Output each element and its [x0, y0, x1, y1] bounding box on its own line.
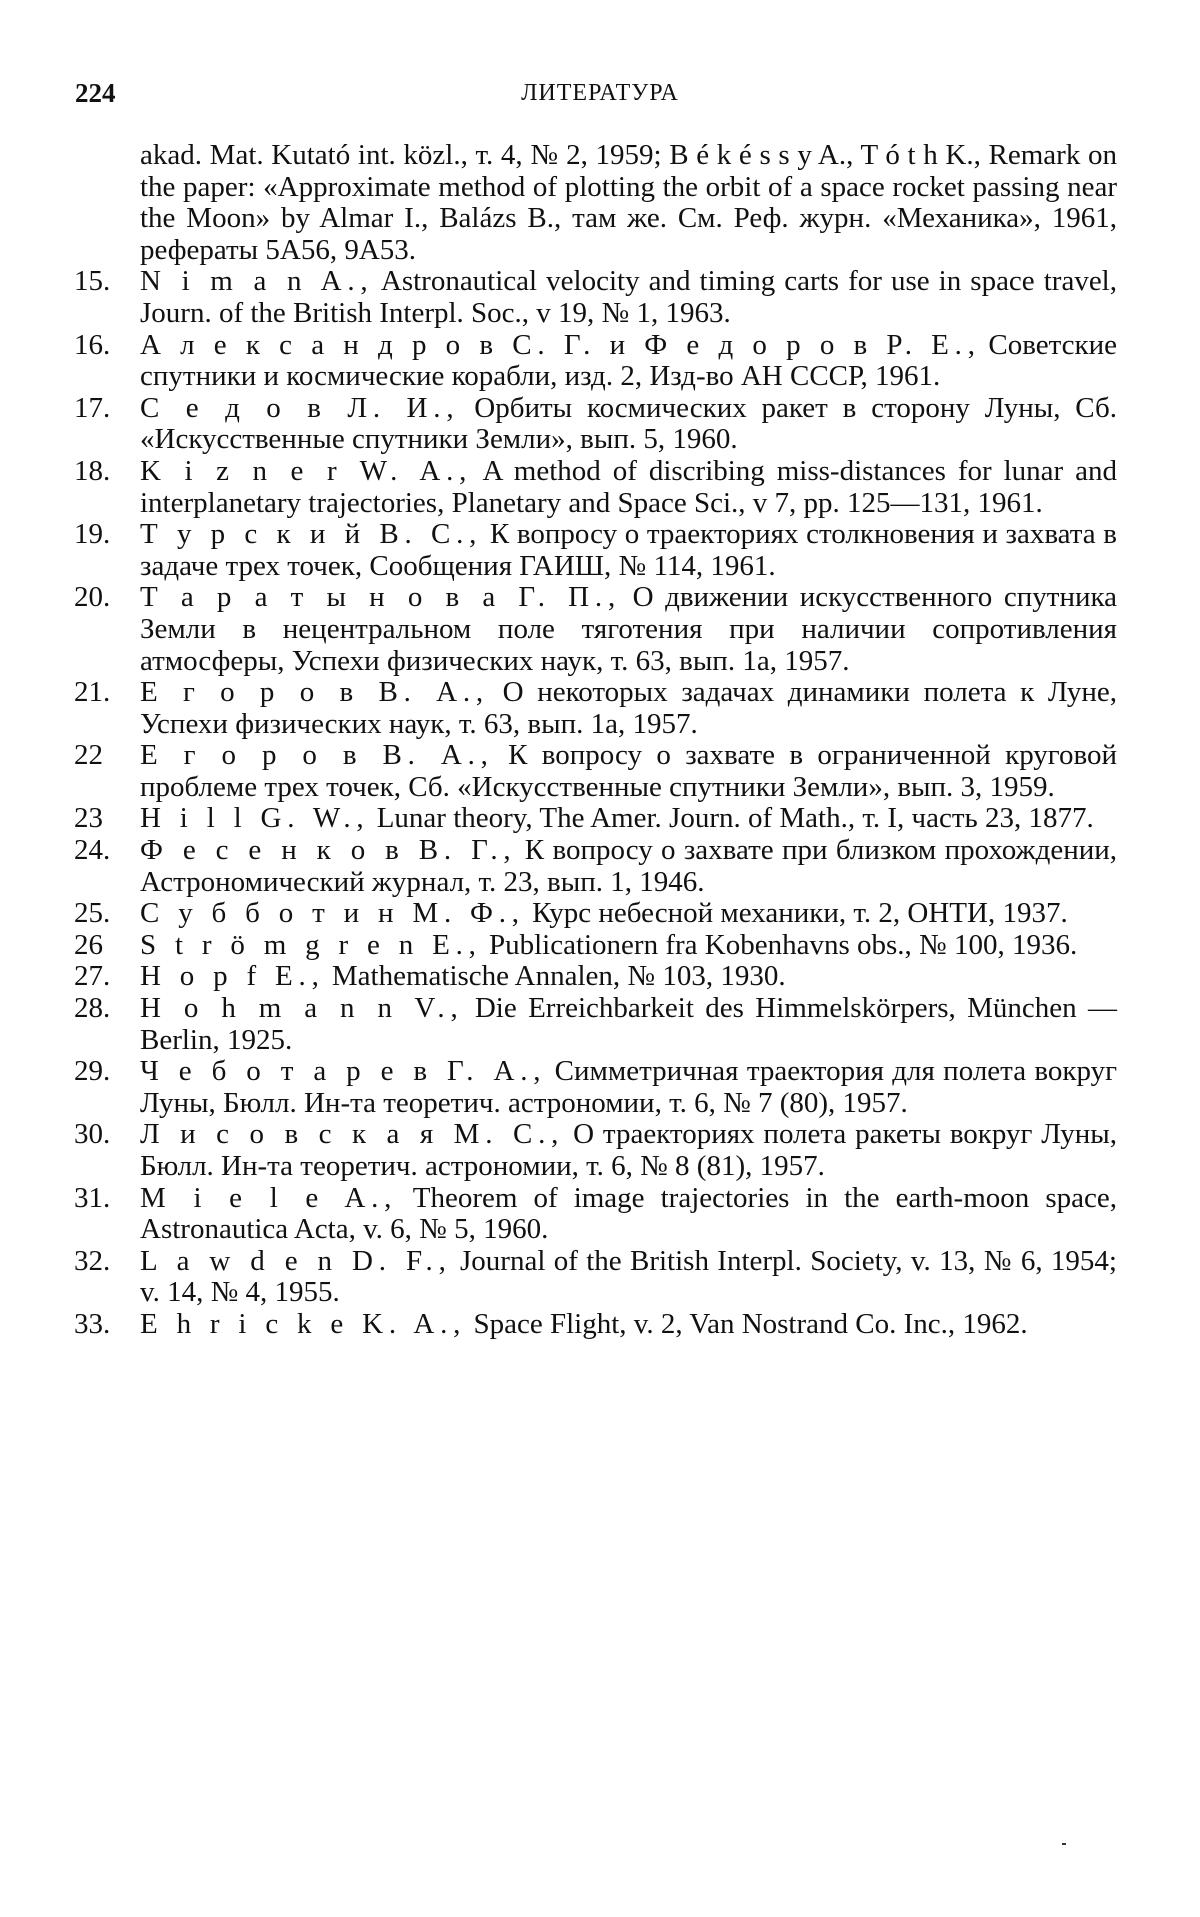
- reference-number: 22: [74, 739, 103, 772]
- reference-number: 33.: [74, 1307, 111, 1340]
- reference-item: [74, 960, 1117, 993]
- reference-author: N i m a n A.,: [140, 265, 374, 298]
- reference-number: 26: [74, 928, 103, 961]
- reference-item: [74, 676, 1117, 740]
- reference-number: 24.: [74, 834, 111, 867]
- reference-item: [74, 1055, 1117, 1119]
- reference-text: Publicationern fra Kobenhavns obs., № 100, 1936.: [481, 928, 1078, 961]
- reference-text: Astronautical velocity and timing carts for use in space travel, Journ. of the British Interpl. Soc., v 19, № 1, 1963.: [140, 265, 1117, 329]
- reference-author: Т у р с к и й В. С.,: [140, 518, 483, 551]
- reference-author: А л е к с а н д р о в С. Г. и Ф е д о р о в Р. Е.,: [140, 328, 981, 361]
- reference-number: 31.: [74, 1181, 111, 1214]
- reference-text: К вопросу о траекториях столкновения и захвата в задаче трех точек, Сообщения ГАИШ, № 114, 1961.: [140, 518, 1118, 582]
- reference-author: Ф е с е н к о в В. Г.,: [140, 834, 517, 867]
- reference-author: Л и с о в с к а я М. С.,: [140, 1118, 565, 1151]
- reference-text: Симметричная траектория для полета вокруг Луны, Бюлл. Ин-та теоретич. астрономии, т. 6, № 7 (80), 1957.: [140, 1055, 1117, 1119]
- reference-text: Орбиты космических ракет в сторону Луны, Сб. «Искусственные спутники Земли», вып. 5, 1960.: [140, 391, 1117, 456]
- reference-item: [74, 992, 1118, 1056]
- reference-author: M i e l e A.,: [140, 1181, 398, 1214]
- reference-author: Е г о р о в В. А.,: [140, 739, 494, 772]
- reference-item: [74, 1118, 1117, 1182]
- reference-author: S t r ö m g r e n E.,: [140, 928, 482, 961]
- reference-author: С у б б о т и н М. Ф.,: [140, 897, 525, 930]
- page-number: 224: [75, 78, 116, 108]
- reference-item: [74, 518, 1118, 582]
- reference-number: 32.: [74, 1244, 111, 1277]
- reference-author: H o h m a n n V.,: [140, 992, 464, 1025]
- reference-text: akad. Mat. Kutató int. közl., т. 4, № 2, 1959; B é k é s s y A., T ó t h K., Remark on the paper: «Approximate method of plotting the orbit of a space rocket passing near the Moon» by Almar I., Balázs B., там же. См. Реф. журн. «Механика», 1961, рефераты 5А56, 9А53.: [140, 139, 1117, 266]
- reference-item: [74, 265, 1117, 329]
- reference-list: [74, 139, 1118, 1341]
- reference-text: Lunar theory, The Amer. Journ. of Math., т. I, часть 23, 1877.: [369, 802, 1094, 835]
- reference-item: [74, 1181, 1117, 1246]
- reference-item: [74, 1244, 1117, 1309]
- reference-number: 16.: [74, 328, 111, 361]
- reference-number: 25.: [74, 897, 111, 930]
- reference-number: 21.: [74, 676, 111, 709]
- reference-text: К вопросу о захвате в ограниченной круговой проблеме трех точек, Сб. «Искусственные спутники Земли», вып. 3, 1959.: [140, 739, 1117, 803]
- reference-number: 18.: [74, 454, 111, 487]
- reference-text: Theorem of image trajectories in the earth-moon space, Astronautica Acta, v. 6, № 5, 1960.: [140, 1181, 1117, 1246]
- reference-number: 29.: [74, 1055, 111, 1088]
- reference-text: Курс небесной механики, т. 2, ОНТИ, 1937.: [524, 897, 1068, 930]
- reference-item: [74, 391, 1117, 456]
- reference-item: [74, 1307, 1117, 1341]
- reference-number: 20.: [74, 581, 111, 614]
- reference-author: L a w d e n D. F.,: [140, 1244, 452, 1277]
- reference-author: H i l l G. W.,: [140, 802, 370, 835]
- reference-text: Die Erreichbarkeit des Himmelskörpers, München — Berlin, 1925.: [140, 992, 1118, 1056]
- running-title: ЛИТЕРАТУРА: [521, 80, 679, 106]
- reference-item: [132, 140, 1117, 266]
- reference-item: [74, 834, 1118, 898]
- reference-author: H o p f E.,: [140, 960, 325, 993]
- print-speck: [1062, 1843, 1066, 1845]
- reference-author: Е г о р о в В. А.,: [140, 676, 489, 709]
- page-header: [75, 78, 1125, 118]
- reference-text: Space Flight, v. 2, Van Nostrand Co. Inc., 1962.: [466, 1307, 1028, 1340]
- reference-item: [74, 328, 1117, 393]
- reference-number: 15.: [74, 265, 111, 298]
- reference-text: О движении искусственного спутника Земли в нецентральном поле тяготения при наличии сопротивления атмосферы, Успехи физических наук, т. 63, вып. 1а, 1957.: [140, 581, 1118, 677]
- reference-item: [74, 454, 1117, 519]
- reference-number: 28.: [74, 992, 111, 1025]
- reference-item: [74, 802, 1117, 835]
- reference-text: О некоторых задачах динамики полета к Луне, Успехи физических наук, т. 63, вып. 1а, 1957.: [140, 676, 1117, 740]
- reference-number: 27.: [74, 960, 111, 993]
- reference-number: 30.: [74, 1118, 111, 1151]
- reference-text: Mathematische Annalen, № 103, 1930.: [324, 960, 786, 993]
- reference-text: Советские спутники и космические корабли, изд. 2, Изд-во АН СССР, 1961.: [140, 328, 1117, 393]
- reference-text: О траекториях полета ракеты вокруг Луны, Бюлл. Ин-та теоретич. астрономии, т. 6, № 8 (81), 1957.: [140, 1118, 1117, 1182]
- reference-item: [74, 739, 1117, 803]
- reference-text: К вопросу о захвате при близком прохождении, Астрономический журнал, т. 23, вып. 1, 1946.: [140, 834, 1118, 898]
- reference-author: K i z n e r W. A.,: [140, 454, 473, 487]
- reference-author: С е д о в Л. И.,: [140, 391, 460, 424]
- reference-item: [74, 928, 1117, 962]
- reference-item: [74, 581, 1118, 677]
- reference-text: Journal of the British Interpl. Society, v. 13, № 6, 1954; v. 14, № 4, 1955.: [140, 1244, 1117, 1309]
- reference-author: Ч е б о т а р е в Г. А.,: [140, 1055, 547, 1088]
- reference-item: [74, 897, 1117, 930]
- reference-number: 19.: [74, 518, 111, 551]
- reference-text: A method of discribing miss-distances for lunar and interplanetary trajectories, Planetary and Space Sci., v 7, pp. 125—131, 1961.: [140, 454, 1117, 519]
- reference-number: 17.: [74, 391, 111, 424]
- reference-number: 23: [74, 802, 103, 835]
- reference-author: E h r i c k e K. A.,: [140, 1307, 467, 1340]
- reference-author: Т а р а т ы н о в а Г. П.,: [140, 581, 621, 614]
